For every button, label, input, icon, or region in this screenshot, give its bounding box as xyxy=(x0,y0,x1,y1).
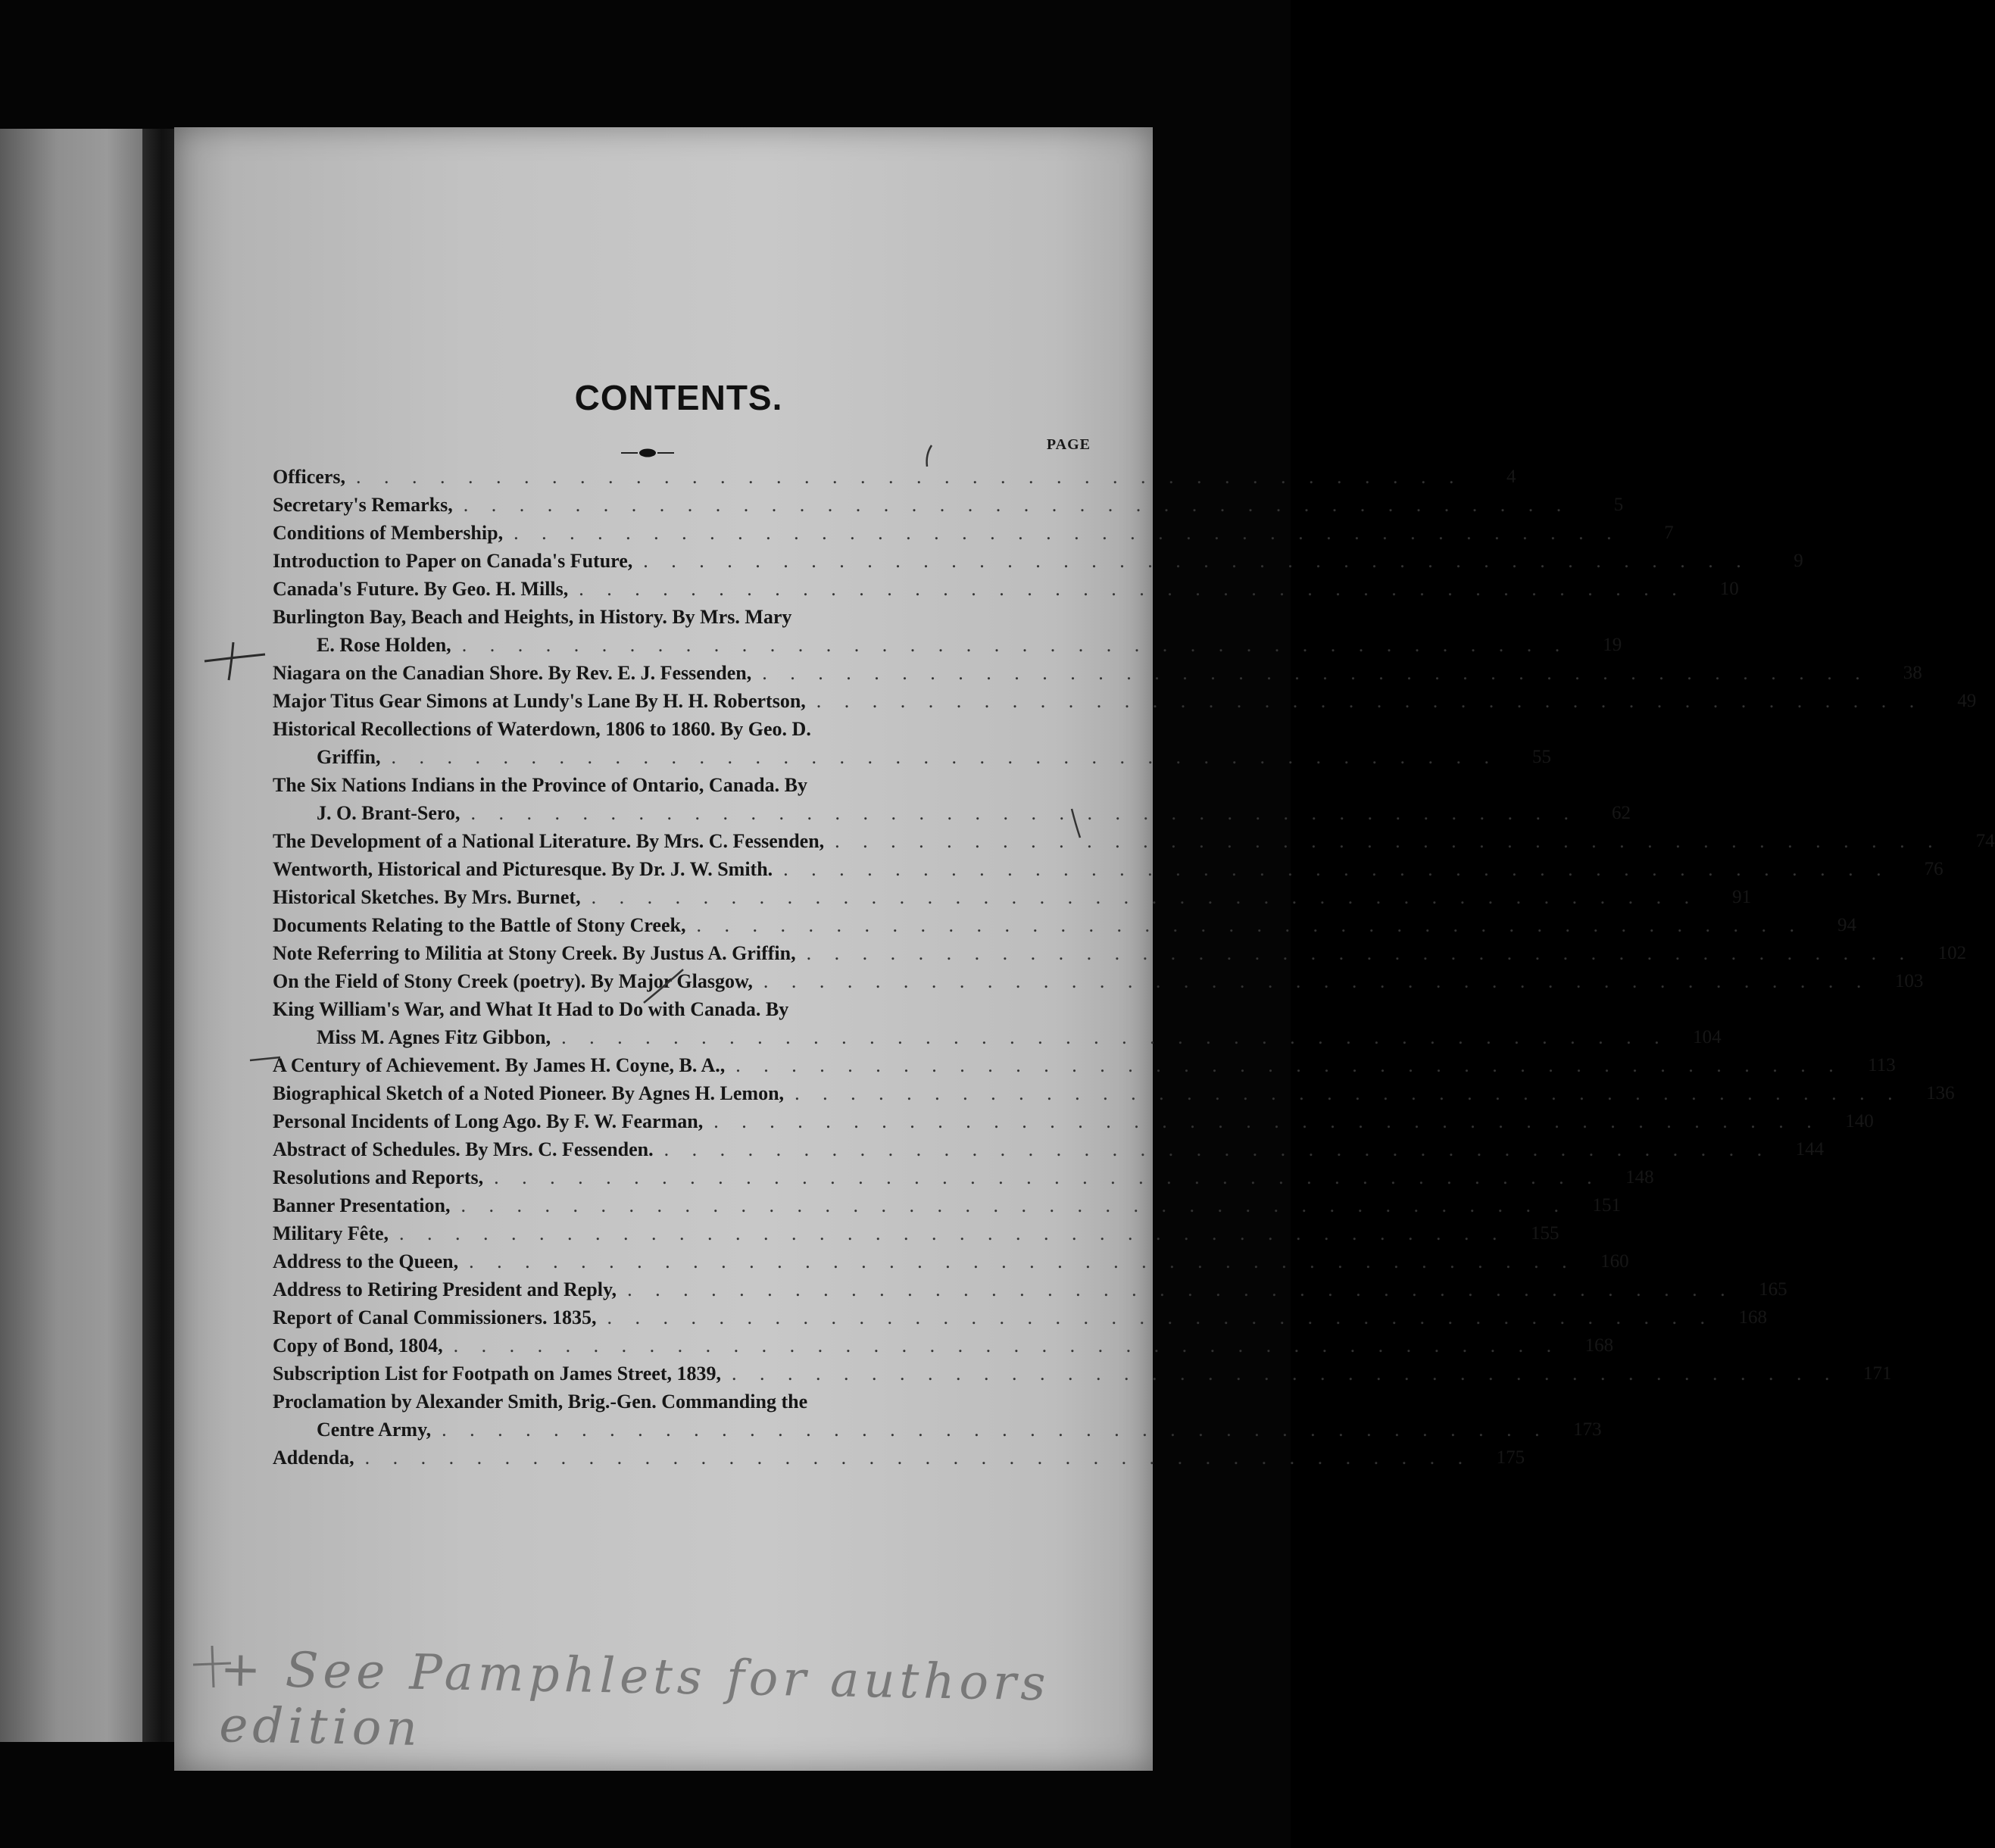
toc-entry-title: Niagara on the Canadian Shore. By Rev. E. J. Fessenden, xyxy=(273,662,752,684)
dot-leader: . . . . . . . . . . . . . . . . . . . . . . . . . . . . . . . . . . . . . . . . xyxy=(469,1250,1576,1272)
toc-entry-title: Secretary's Remarks, xyxy=(273,494,453,516)
contents-page xyxy=(174,127,1995,1771)
dot-leader: . . . . . . . . . . . . . . . . . . . . . . . . . . . . . . . . . . . . . . . . xyxy=(364,1447,1472,1469)
toc-entry-title: The Development of a National Literature. By Mrs. C. Fessenden, xyxy=(273,830,825,852)
toc-entry-title: Wentworth, Historical and Picturesque. By Dr. J. W. Smith. xyxy=(273,858,773,880)
toc-entry xyxy=(273,1079,1955,1107)
dot-leader: . . . . . . . . . . . . . . . . . . . . . . . . . . . . . . . . . . . . . . . . xyxy=(591,886,1699,908)
toc-entry xyxy=(273,799,1631,827)
toc-entry xyxy=(273,743,1551,771)
toc-entry-continuation: Centre Army, xyxy=(317,1419,432,1441)
toc-entry xyxy=(273,1191,1621,1219)
page-title: CONTENTS. xyxy=(574,378,783,417)
dot-leader: . . . . . . . . . . . . . . . . . . . . . . . . . . . . . . . . . . . . . . . . xyxy=(391,746,1498,768)
toc-page-number: 10 xyxy=(1719,579,1739,599)
dot-leader: . . . . . . . . . . . . . . . . . . . . . . . . . . . . . . . . . . . . . . . . xyxy=(696,914,1803,936)
dot-leader: . . . . . . . . . . . . . . . . . . . . . . . . . . . . . . . . . . . . . . . . xyxy=(816,690,1924,712)
table-of-contents xyxy=(273,463,1995,1472)
toc-entry xyxy=(273,771,1106,799)
toc-page-number: 103 xyxy=(1894,971,1924,991)
toc-entry xyxy=(273,1416,1602,1444)
toc-entry-title: Proclamation by Alexander Smith, Brig.-Gen. Commanding the xyxy=(273,1391,808,1413)
toc-entry-title: Historical Sketches. By Mrs. Burnet, xyxy=(273,886,581,908)
toc-page-number: 171 xyxy=(1863,1363,1892,1384)
toc-entry xyxy=(273,547,1803,575)
toc-entry-title: Officers, xyxy=(273,466,346,488)
dot-leader: . . . . . . . . . . . . . . . . . . . . . . . . . . . . . . . . . . . . . . . . xyxy=(463,494,1571,516)
toc-entry xyxy=(273,603,1106,631)
dot-leader: . . . . . . . . . . . . . . . . . . . . . . . . . . . . . . . . . . . . . . . . xyxy=(579,578,1686,600)
toc-entry xyxy=(273,1275,1787,1303)
toc-entry-title: Banner Presentation, xyxy=(273,1194,451,1216)
dot-leader: . . . . . . . . . . . . . . . . . . . . . . . . . . . . . . . . . . . . . . . . xyxy=(835,830,1942,852)
toc-entry-title: Historical Recollections of Waterdown, 1806 to 1860. By Geo. D. xyxy=(273,718,811,740)
ornament-divider-icon xyxy=(621,448,674,458)
toc-entry-title: Note Referring to Militia at Stony Creek. By Justus A. Griffin, xyxy=(273,942,796,964)
toc-entry xyxy=(273,491,1624,519)
toc-entry-title: Biographical Sketch of a Noted Pioneer. By Agnes H. Lemon, xyxy=(273,1082,785,1104)
dot-leader: . . . . . . . . . . . . . . . . . . . . . . . . . . . . . . . . . . . . . . . . xyxy=(762,662,1869,684)
dot-leader: . . . . . . . . . . . . . . . . . . . . . . . . . . . . . . . . . . . . . . . . xyxy=(713,1110,1821,1132)
toc-entry xyxy=(273,883,1752,911)
dot-leader: . . . . . . . . . . . . . . . . . . . . . . . . . . . . . . . . . . . . . . . . xyxy=(763,970,1871,992)
toc-entry-title: Personal Incidents of Long Ago. By F. W. Fearman, xyxy=(273,1110,704,1132)
toc-page-number: 160 xyxy=(1600,1251,1629,1272)
toc-page-number: 55 xyxy=(1532,747,1551,767)
toc-entry xyxy=(273,995,1106,1023)
dot-leader: . . . . . . . . . . . . . . . . . . . . . . . . . . . . . . . . . . . . . . . . xyxy=(783,858,1890,880)
toc-page-number: 7 xyxy=(1664,523,1674,543)
toc-entry-title: Canada's Future. By Geo. H. Mills, xyxy=(273,578,569,600)
toc-page-number: 175 xyxy=(1496,1447,1525,1468)
dot-leader: . . . . . . . . . . . . . . . . . . . . . . . . . . . . . . . . . . . . . . . . xyxy=(494,1166,1601,1188)
dot-leader: . . . . . . . . . . . . . . . . . . . . . . . . . . . . . . . . . . . . . . . . xyxy=(561,1026,1669,1048)
toc-page-number: 62 xyxy=(1611,803,1631,823)
toc-page-number: 74 xyxy=(1975,831,1995,851)
toc-entry xyxy=(273,1219,1559,1247)
dot-leader: . . . . . . . . . . . . . . . . . . . . . . . . . . . . . . . . . . . . . . . . xyxy=(442,1419,1549,1441)
dot-leader: . . . . . . . . . . . . . . . . . . . . . . . . . . . . . . . . . . . . . . . . xyxy=(607,1306,1715,1328)
toc-page-number: 5 xyxy=(1613,495,1624,515)
toc-page-number: 38 xyxy=(1903,663,1922,683)
toc-entry-title: Copy of Bond, 1804, xyxy=(273,1334,443,1356)
toc-entry xyxy=(273,463,1516,491)
toc-entry-title: Address to Retiring President and Reply, xyxy=(273,1278,617,1300)
toc-entry-title: King William's War, and What It Had to Do with Canada. By xyxy=(273,998,789,1020)
toc-entry-title: A Century of Achievement. By James H. Coyne, B. A., xyxy=(273,1054,726,1076)
toc-page-number: 19 xyxy=(1603,635,1622,655)
toc-page-number: 173 xyxy=(1573,1419,1602,1440)
dot-leader: . . . . . . . . . . . . . . . . . . . . . . . . . . . . . . . . . . . . . . . . xyxy=(453,1334,1561,1356)
toc-entry-title: Military Fête, xyxy=(273,1222,389,1244)
dot-leader: . . . . . . . . . . . . . . . . . . . . . . . . . . . . . . . . . . . . . . . . xyxy=(732,1363,1839,1384)
toc-entry xyxy=(273,659,1922,687)
toc-entry-continuation: J. O. Brant-Sero, xyxy=(317,802,461,824)
dot-leader: . . . . . . . . . . . . . . . . . . . . . . . . . . . . . . . . . . . . . . . . xyxy=(735,1054,1843,1076)
dot-leader: . . . . . . . . . . . . . . . . . . . . . . . . . . . . . . . . . . . . . . . . xyxy=(399,1222,1506,1244)
pencil-cross-mark-icon xyxy=(204,654,265,661)
toc-entry-title: Subscription List for Footpath on James Street, 1839, xyxy=(273,1363,721,1384)
dot-leader: . . . . . . . . . . . . . . . . . . . . . . . . . . . . . . . . . . . . . . . . xyxy=(627,1278,1734,1300)
toc-page-number: 113 xyxy=(1868,1055,1896,1075)
toc-page-number: 9 xyxy=(1794,551,1803,571)
toc-entry-continuation: Griffin, xyxy=(317,746,381,768)
toc-entry-continuation: E. Rose Holden, xyxy=(317,634,451,656)
toc-entry-title: The Six Nations Indians in the Province of Ontario, Canada. By xyxy=(273,774,807,796)
toc-page-number: 91 xyxy=(1732,887,1752,907)
toc-entry-title: Introduction to Paper on Canada's Future, xyxy=(273,550,633,572)
toc-page-number: 140 xyxy=(1845,1111,1874,1132)
left-facing-page xyxy=(0,129,142,1742)
dot-leader: . . . . . . . . . . . . . . . . . . . . . . . . . . . . . . . . . . . . . . . . xyxy=(643,550,1750,572)
toc-entry xyxy=(273,1359,1892,1388)
toc-entry xyxy=(273,1331,1614,1359)
toc-entry xyxy=(273,939,1967,967)
toc-entry xyxy=(273,911,1856,939)
toc-page-number: 148 xyxy=(1625,1167,1654,1188)
toc-entry-title: Major Titus Gear Simons at Lundy's Lane By H. H. Robertson, xyxy=(273,690,806,712)
toc-page-number: 136 xyxy=(1926,1083,1955,1103)
dot-leader: . . . . . . . . . . . . . . . . . . . . . . . . . . . . . . . . . . . . . . . . xyxy=(461,1194,1568,1216)
toc-page-number: 4 xyxy=(1506,467,1516,487)
toc-entry xyxy=(273,1135,1825,1163)
handwritten-note: + See Pamphlets for authors edition xyxy=(218,1641,1051,1757)
toc-entry xyxy=(273,1051,1896,1079)
dot-leader: . . . . . . . . . . . . . . . . . . . . . . . . . . . . . . . . . . . . . . . . xyxy=(795,1082,1902,1104)
toc-page-number: 155 xyxy=(1531,1223,1559,1244)
toc-entry xyxy=(273,855,1943,883)
toc-page-number: 168 xyxy=(1738,1307,1768,1328)
toc-entry-title: Abstract of Schedules. By Mrs. C. Fessenden. xyxy=(273,1138,654,1160)
toc-page-number: 102 xyxy=(1937,943,1967,963)
toc-entry xyxy=(273,1303,1768,1331)
dot-leader: . . . . . . . . . . . . . . . . . . . . . . . . . . . . . . . . . . . . . . . . xyxy=(663,1138,1772,1160)
toc-page-number: 76 xyxy=(1924,859,1943,879)
toc-entry xyxy=(273,1247,1629,1275)
toc-entry xyxy=(273,631,1622,659)
dot-leader: . . . . . . . . . . . . . . . . . . . . . . . . . . . . . . . . . . . . . . . . xyxy=(806,942,1914,964)
toc-entry-title: Conditions of Membership, xyxy=(273,522,504,544)
toc-page-number: 144 xyxy=(1795,1139,1825,1160)
toc-entry-title: On the Field of Stony Creek (poetry). By Major Glasgow, xyxy=(273,970,753,992)
toc-page-number: 49 xyxy=(1957,691,1977,711)
dot-leader: . . . . . . . . . . . . . . . . . . . . . . . . . . . . . . . . . . . . . . . . xyxy=(461,634,1569,656)
toc-page-number: 104 xyxy=(1693,1027,1722,1047)
toc-page-number: 151 xyxy=(1592,1195,1621,1216)
dot-leader: . . . . . . . . . . . . . . . . . . . . . . . . . . . . . . . . . . . . . . . . xyxy=(514,522,1621,544)
toc-entry xyxy=(273,967,1924,995)
toc-entry xyxy=(273,715,1106,743)
toc-entry xyxy=(273,1444,1525,1472)
toc-entry xyxy=(273,1023,1722,1051)
toc-page-number: 94 xyxy=(1837,915,1856,935)
toc-entry-title: Address to the Queen, xyxy=(273,1250,459,1272)
toc-entry xyxy=(273,1388,1106,1416)
toc-entry-title: Documents Relating to the Battle of Stony Creek, xyxy=(273,914,686,936)
toc-entry xyxy=(273,1163,1654,1191)
page-column-header: PAGE xyxy=(1046,436,1091,453)
toc-entry xyxy=(273,1107,1874,1135)
book-gutter xyxy=(142,129,174,1742)
toc-entry xyxy=(273,575,1739,603)
dot-leader: . . . . . . . . . . . . . . . . . . . . . . . . . . . . . . . . . . . . . . . . xyxy=(356,466,1463,488)
toc-page-number: 168 xyxy=(1584,1335,1614,1356)
toc-entry xyxy=(273,827,1995,855)
toc-entry-title: Burlington Bay, Beach and Heights, in History. By Mrs. Mary xyxy=(273,606,792,628)
toc-entry xyxy=(273,687,1977,715)
toc-entry-title: Addenda, xyxy=(273,1447,354,1469)
toc-entry xyxy=(273,519,1674,547)
toc-entry-title: Resolutions and Reports, xyxy=(273,1166,484,1188)
dot-leader: . . . . . . . . . . . . . . . . . . . . . . . . . . . . . . . . . . . . . . . . xyxy=(470,802,1578,824)
toc-page-number: 165 xyxy=(1759,1279,1787,1300)
toc-entry-continuation: Miss M. Agnes Fitz Gibbon, xyxy=(317,1026,551,1048)
toc-entry-title: Report of Canal Commissioners. 1835, xyxy=(273,1306,597,1328)
